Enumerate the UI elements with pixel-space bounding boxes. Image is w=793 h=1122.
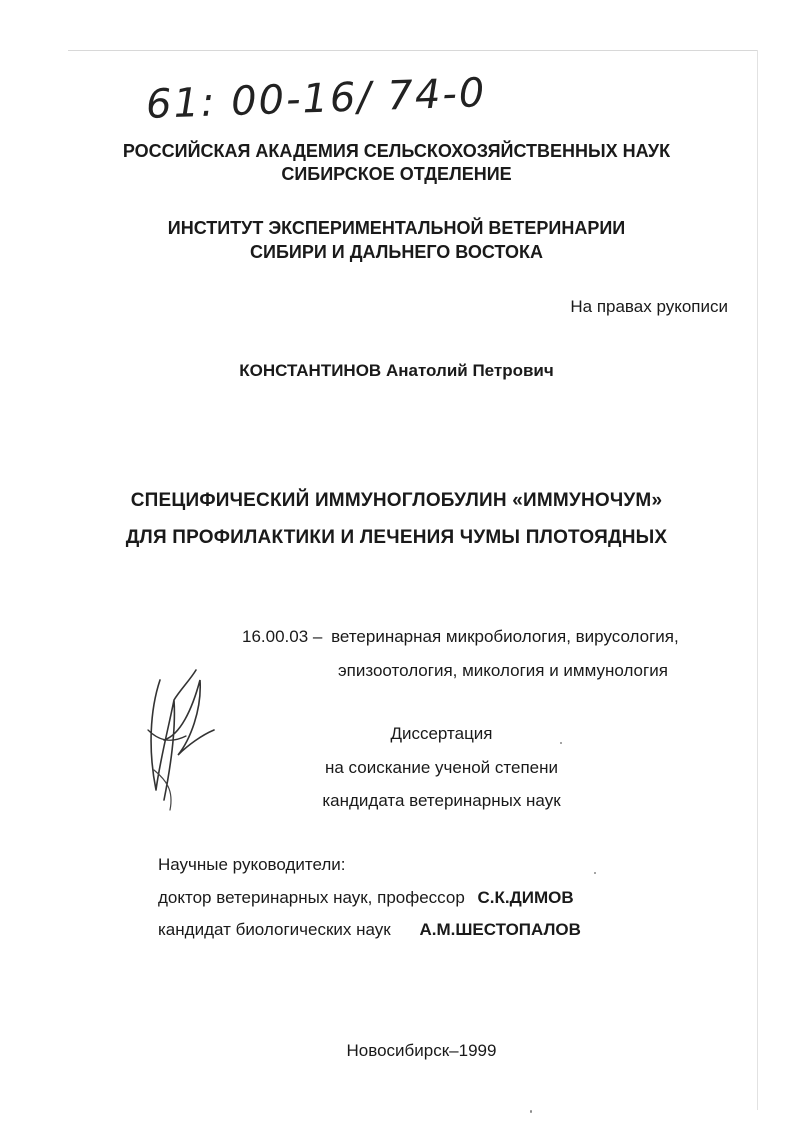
manuscript-rights-note: На правах рукописи <box>570 297 728 316</box>
degree-line3: кандидата ветеринарных наук <box>322 791 561 810</box>
degree-line2: на соискание ученой степени <box>324 758 558 777</box>
scan-edge-top <box>68 50 758 51</box>
supervisor-2-line <box>158 920 581 940</box>
supervisor-2-role: кандидат биологических наук <box>158 920 391 939</box>
supervisor-1-role: доктор ветеринарных наук, профессор <box>158 888 465 907</box>
supervisor-1-line <box>158 888 574 908</box>
dissertation-title-line2: ДЛЯ ПРОФИЛАКТИКИ И ЛЕЧЕНИЯ ЧУМЫ ПЛОТОЯДНЫХ <box>125 527 668 548</box>
supervisor-2-name: А.М.ШЕСТОПАЛОВ <box>419 920 581 939</box>
dissertation-title-line1: СПЕЦИФИЧЕСКИЙ ИММУНОГЛОБУЛИН «ИММУНОЧУМ» <box>130 490 663 511</box>
author-given-names: Анатолий Петрович <box>385 361 554 380</box>
handwritten-signature <box>130 640 220 820</box>
specialty-name-line1: ветеринарная микробиология, вирусология, <box>331 627 679 646</box>
scan-edge-right <box>757 50 758 1110</box>
specialty-code-line <box>242 627 679 647</box>
institute-name-line1: ИНСТИТУТ ЭКСПЕРИМЕНТАЛЬНОЙ ВЕТЕРИНАРИИ <box>167 218 626 238</box>
handwritten-catalog-code: 61: 00-16/ 74-0 <box>145 70 487 128</box>
degree-line1: Диссертация <box>390 724 493 743</box>
specialty-code: 16.00.03 – <box>242 627 323 646</box>
author-surname: КОНСТАНТИНОВ <box>239 361 382 380</box>
place-and-year: Новосибирск–1999 <box>346 1041 497 1060</box>
author-name <box>0 361 793 381</box>
institute-name-line2: СИБИРИ И ДАЛЬНЕГО ВОСТОКА <box>250 242 543 262</box>
supervisor-1-name: С.К.ДИМОВ <box>477 888 574 907</box>
academy-name-line1: РОССИЙСКАЯ АКАДЕМИЯ СЕЛЬСКОХОЗЯЙСТВЕННЫХ НАУК <box>122 141 671 161</box>
specialty-name-line2: эпизоотология, микология и иммунология <box>338 661 668 680</box>
academy-name-line2: СИБИРСКОЕ ОТДЕЛЕНИЕ <box>281 164 512 184</box>
supervisors-heading: Научные руководители: <box>158 855 346 874</box>
